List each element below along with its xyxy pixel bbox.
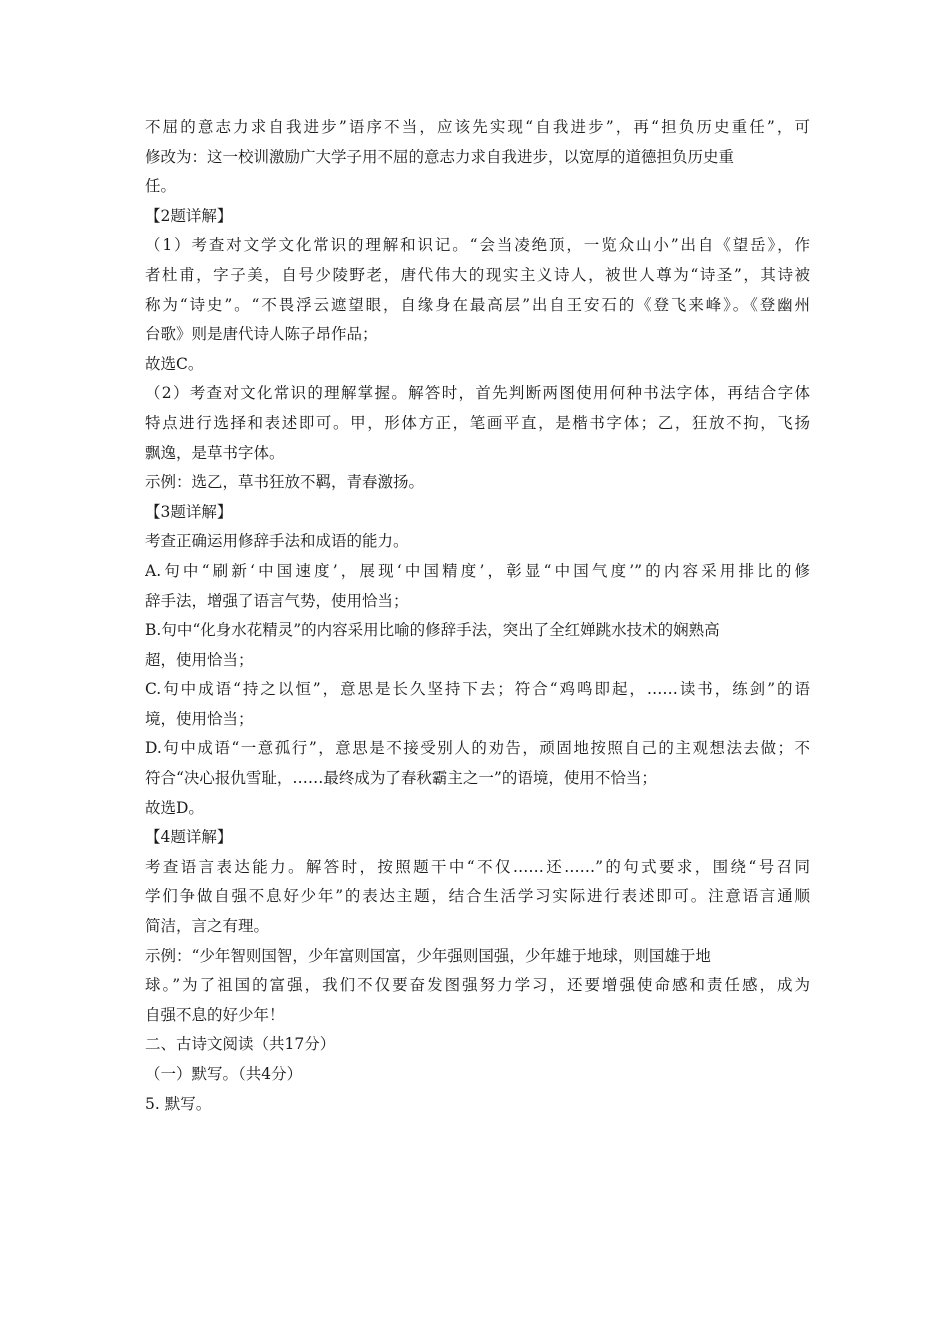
text-line: 二、古诗文阅读（共17分） (145, 1035, 336, 1054)
text-line: 球。”为了祖国的富强，我们不仅要奋发图强努力学习，还要增强使命感和责任感，成为 (145, 976, 810, 995)
text-line: 辞手法，增强了语言气势，使用恰当； (145, 591, 409, 610)
text-line: 境，使用恰当； (145, 709, 254, 728)
text-line: 任。 (145, 177, 177, 196)
text-line: 不屈的意志力求自我进步”语序不当，应该先实现“自我进步”，再“担负历史重任”，可 (145, 118, 810, 136)
text-line: C.句中成语“持之以恒”，意思是长久坚持下去；符合“鸡鸣即起，……读书，练剑”的语 (145, 680, 810, 699)
text-line: 【3题详解】 (145, 502, 233, 521)
text-line: D.句中成语“一意孤行”，意思是不接受别人的劝告，顽固地按照自己的主观想法去做；不 (145, 739, 810, 758)
text-line: 特点进行选择和表述即可。甲，形体方正，笔画平直，是楷书字体；乙，狂放不拘，飞扬 (145, 413, 810, 432)
text-line: 者杜甫，字子美，自号少陵野老，唐代伟大的现实主义诗人，被世人尊为“诗圣”，其诗被 (145, 265, 810, 284)
text-line: 考查语言表达能力。解答时，按照题干中“不仅……还……”的句式要求，围绕“号召同 (145, 857, 810, 876)
text-line: 称为“诗史”。“不畏浮云遮望眼，自缘身在最高层”出自王安石的《登飞来峰》。《登幽州 (145, 295, 810, 314)
text-line: （1）考查对文学文化常识的理解和识记。“会当凌绝顶，一览众山小”出自《望岳》，作 (145, 236, 810, 255)
text-line: 台歌》则是唐代诗人陈子昂作品； (145, 325, 378, 344)
text-line: 【2题详解】 (145, 206, 233, 225)
text-line: 简洁，言之有理。 (145, 917, 270, 936)
text-line: 符合“决心报仇雪耻，……最终成为了春秋霸主之一”的语境，使用不恰当； (145, 769, 657, 788)
text-line: B.句中“化身水花精灵”的内容采用比喻的修辞手法，突出了全红婵跳水技术的娴熟高 (145, 621, 720, 640)
text-line: 5. 默写。 (145, 1094, 212, 1113)
text-line: 修改为：这一校训激励广大学子用不屈的意志力求自我进步，以宽厚的道德担负历史重 (145, 147, 735, 166)
text-line: 学们争做自强不息好少年”的表达主题，结合生活学习实际进行表述即可。注意语言通顺 (145, 887, 810, 906)
text-line: （一）默写。（共4分） (145, 1065, 303, 1083)
text-line: 示例：“少年智则国智，少年富则国富，少年强则国强，少年雄于地球，则国雄于地 (145, 946, 711, 965)
text-line: 考查正确运用修辞手法和成语的能力。 (145, 532, 409, 551)
text-line: 自强不息的好少年！ (145, 1005, 285, 1024)
document-body (145, 113, 810, 1119)
text-line: 飘逸，是草书字体。 (145, 443, 285, 462)
text-line: 示例：选乙，草书狂放不羁，青春激扬。 (145, 473, 425, 492)
text-line: 故选C。 (145, 354, 204, 373)
text-line: 故选D。 (145, 798, 204, 817)
text-line: 【4题详解】 (145, 828, 233, 847)
text-line: 超，使用恰当； (145, 650, 254, 669)
text-line: A.句中“刷新‘中国速度’，展现‘中国精度’，彰显“中国气度’”的内容采用排比的修 (145, 561, 810, 580)
text-line: （2）考查对文化常识的理解掌握。解答时，首先判断两图使用何种书法字体，再结合字体 (145, 384, 810, 403)
